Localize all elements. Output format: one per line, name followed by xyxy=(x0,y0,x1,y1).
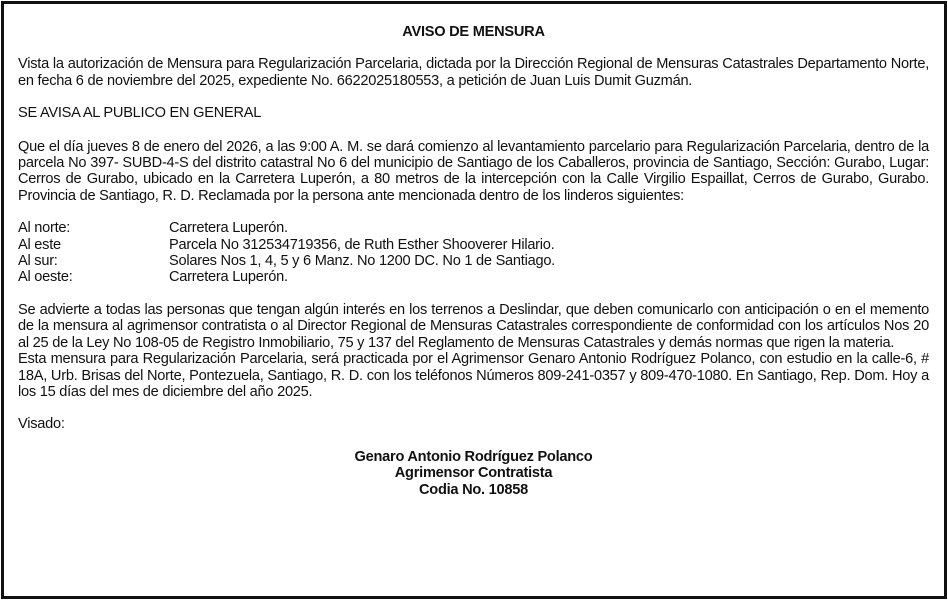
notice-content xyxy=(18,24,929,498)
details-paragraph: Que el día jueves 8 de enero del 2026, a las 9:00 A. M. se dará comienzo al levantamiento parcelario para Regularización Parcelaria, dentro de la parcela No 397- SUBD-4-S del distrito catastral No 6 del municipio de Santiago de los Caballeros, provincia de Santiago, Sección: Gurabo, Lugar: Cerros de Gurabo, ubicado en la Carretera Luperón, a 80 metros de la intercepción con la Calle Virgilio Espaillat, Cerros de Gurabo, Gurabo. Provincia de Santiago, R. D. Reclamada por la persona ante mencionada dentro de los linderos siguientes: xyxy=(18,138,929,204)
signature-name: Genaro Antonio Rodríguez Polanco xyxy=(354,448,593,465)
public-notice-heading: SE AVISA AL PUBLICO EN GENERAL xyxy=(18,105,262,122)
boundary-value: Parcela No 312534719356, de Ruth Esther Shooverer Hilario. xyxy=(169,236,555,253)
boundary-value: Solares Nos 1, 4, 5 y 6 Manz. No 1200 DC. No 1 de Santiago. xyxy=(169,253,555,270)
boundary-label: Al este xyxy=(18,236,61,253)
boundary-value: Carretera Luperón. xyxy=(169,269,288,286)
boundary-row-west xyxy=(18,269,929,285)
signature-block xyxy=(18,449,929,498)
intro-paragraph: Vista la autorización de Mensura para Regularización Parcelaria, dictada por la Dirección Regional de Mensuras Catastrales Departamento Norte, en fecha 6 de noviembre del 2025, expediente No. 6622025180553, a petición de Juan Luis Dumit Guzmán. xyxy=(18,56,929,89)
visado-label: Visado: xyxy=(18,416,65,433)
boundary-row-south xyxy=(18,253,929,269)
boundary-label: Al oeste: xyxy=(18,269,73,286)
boundary-label: Al sur: xyxy=(18,253,58,270)
signature-role: Agrimensor Contratista xyxy=(394,465,553,482)
boundaries-list xyxy=(18,220,929,286)
warning-paragraph: Se advierte a todas las personas que tengan algún interés en los terrenos a Deslindar, que deben comunicarlo con anticipación o en el memento de la mensura al agrimensor contratista o al Director Regional de Mensuras Catastrales correspondiente de conformidad con los artículos Nos 20 al 25 de la Ley No 108-05 de Registro Inmobiliario, 75 y 137 del Reglamento de Mensuras Catastrales y demás normas que rigen la materia. xyxy=(18,301,929,351)
signature-codia: Codia No. 10858 xyxy=(419,481,528,498)
notice-box xyxy=(1,1,947,599)
boundary-row-east xyxy=(18,237,929,253)
boundary-row-north xyxy=(18,220,929,236)
boundary-value: Carretera Luperón. xyxy=(169,220,288,237)
boundary-label: Al norte: xyxy=(18,220,71,237)
execution-paragraph: Esta mensura para Regularización Parcelaria, será practicada por el Agrimensor Genaro Antonio Rodríguez Polanco, con estudio en la calle-6, # 18A, Urb. Brisas del Norte, Pontezuela, Santiago, R. D. con los teléfonos Números 809-241-0357 y 809-470-1080. En Santiago, Rep. Dom. Hoy a los 15 días del mes de diciembre del año 2025. xyxy=(18,351,929,400)
notice-title: AVISO DE MENSURA xyxy=(402,24,545,40)
